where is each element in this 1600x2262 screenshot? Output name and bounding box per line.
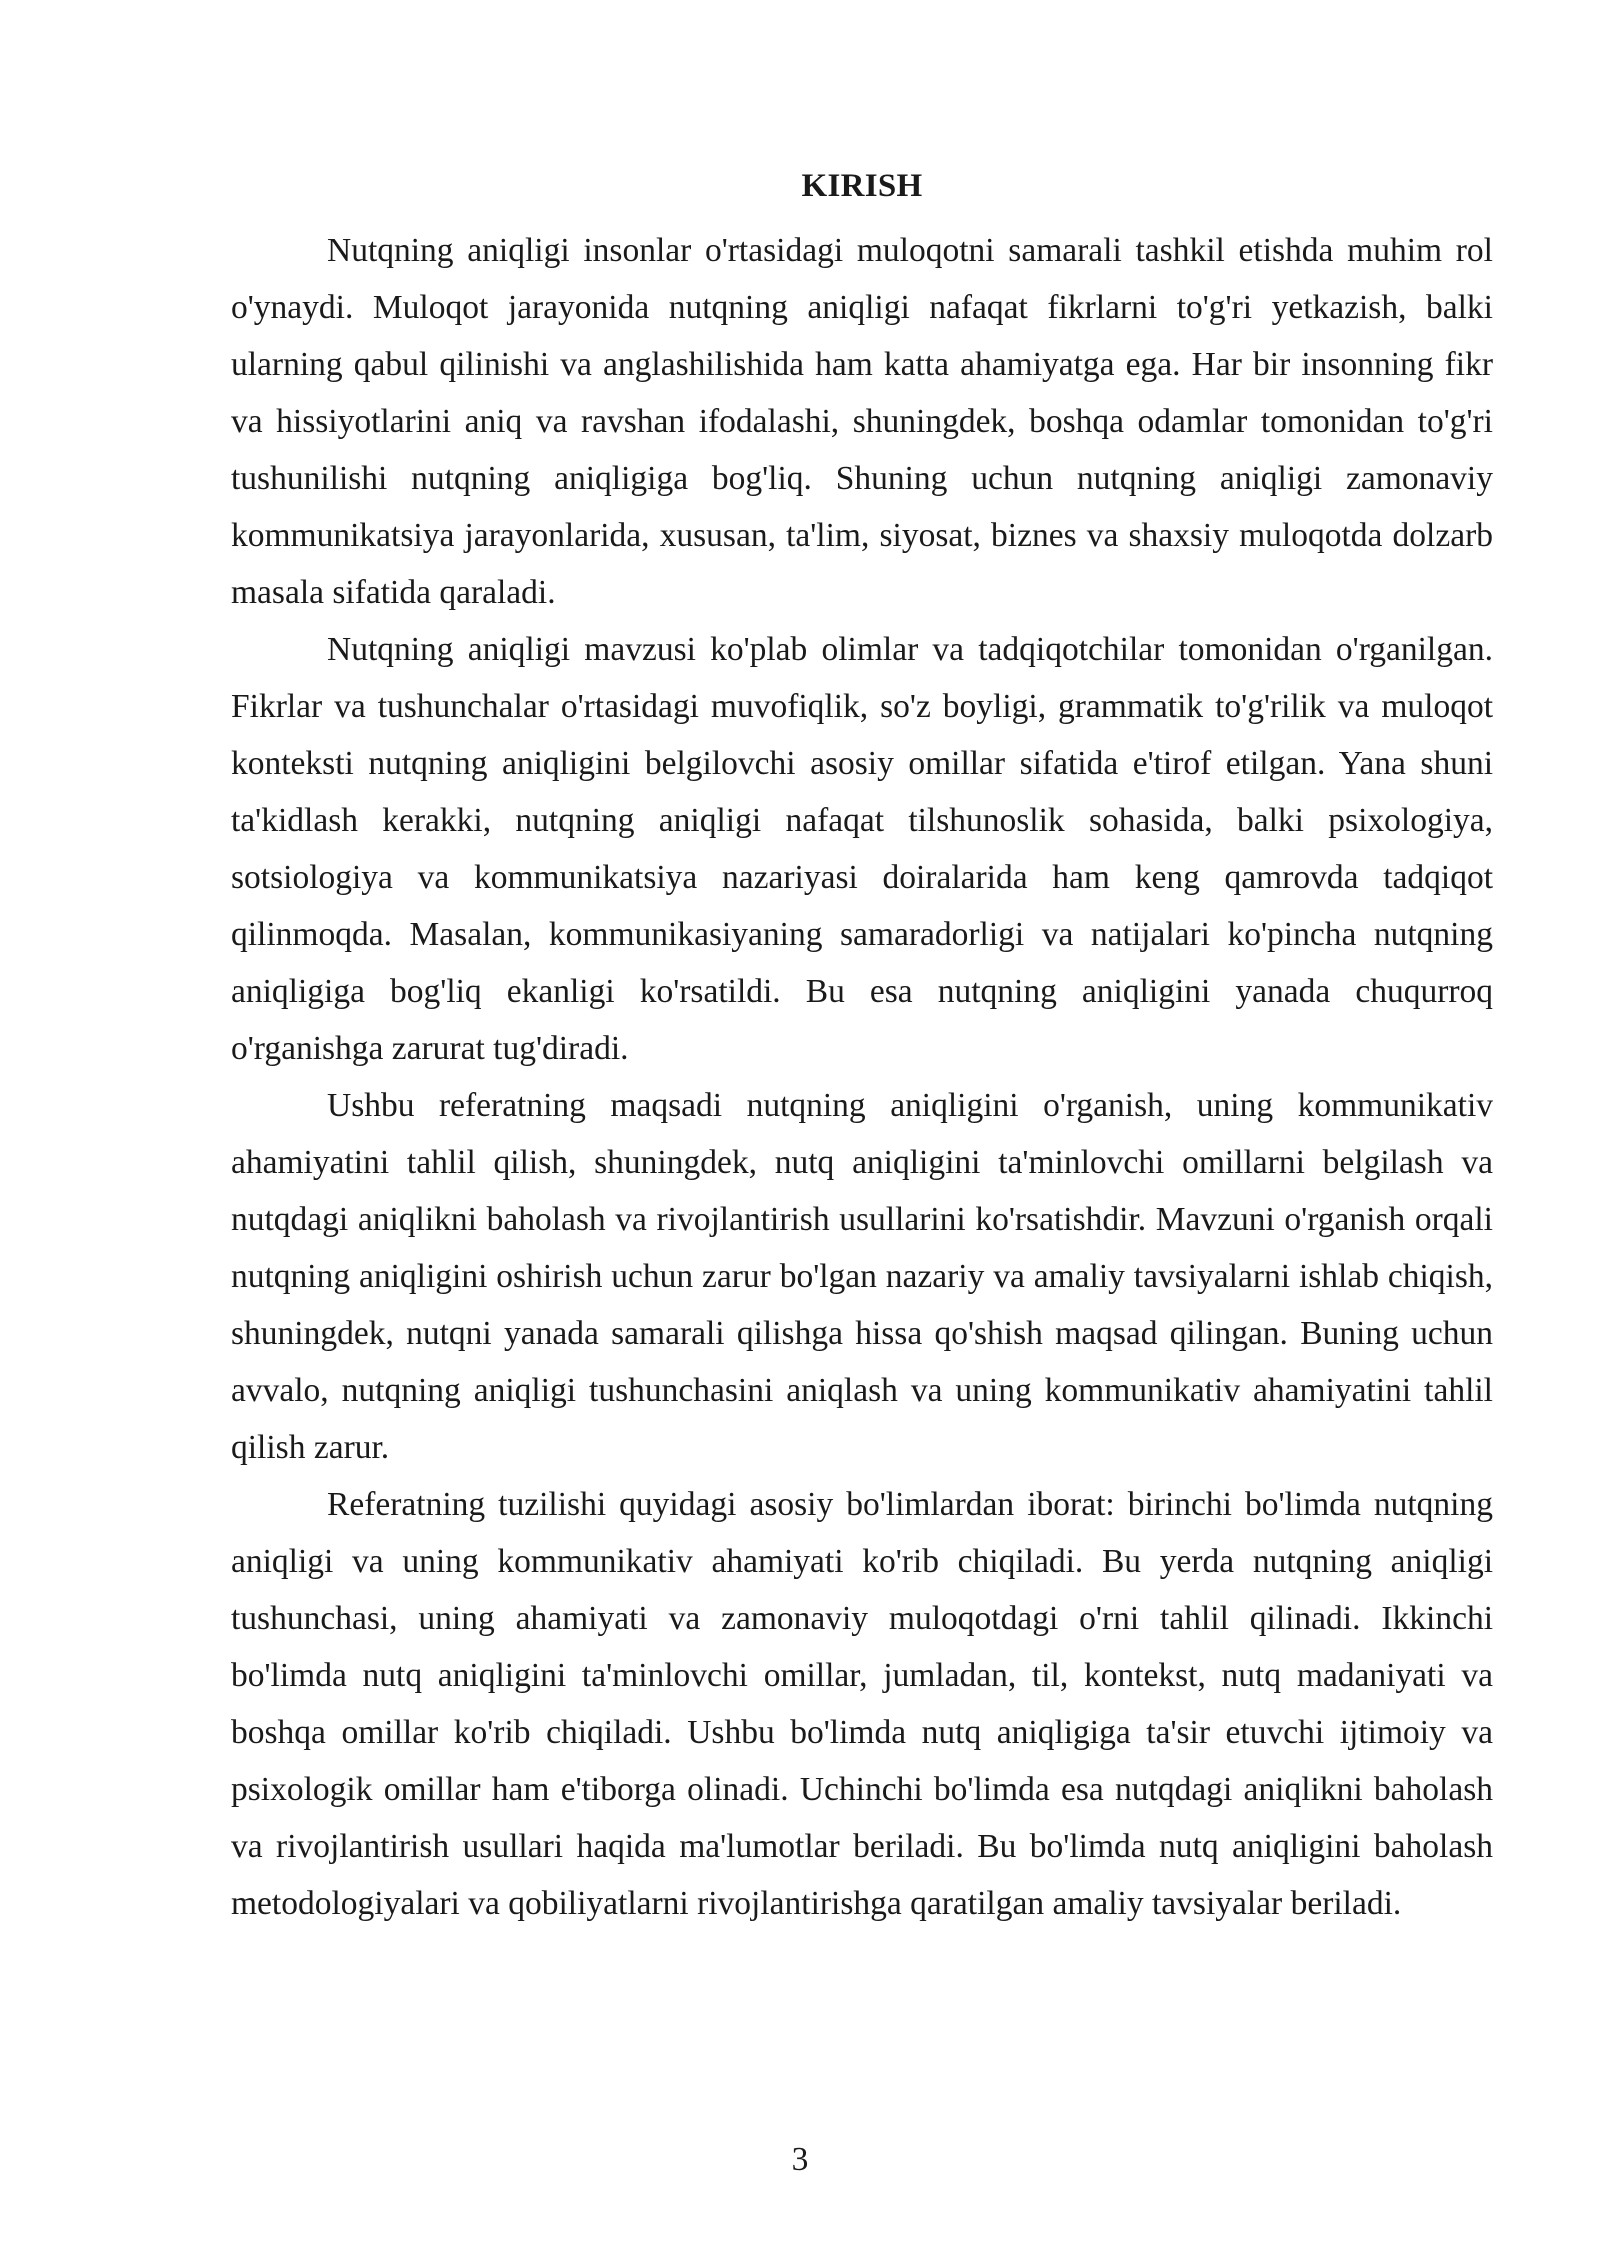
page-number: 3 xyxy=(791,2141,809,2178)
page-content xyxy=(231,164,1493,1932)
paragraph-structure: Referatning tuzilishi quyidagi asosiy bo'limlardan iborat: birinchi bo'limda nutqning aniqligi va uning kommunikativ ahamiyati ko'rib chiqiladi. Bu yerda nutqning aniqligi tushunchasi, uning ahamiyati va zamonaviy muloqotdagi o'rni tahlil qilinadi. Ikkinchi bo'limda nutq aniqligini ta'minlovchi omillar, jumladan, til, kontekst, nutq madaniyati va boshqa omillar ko'rib chiqiladi. Ushbu bo'limda nutq aniqligiga ta'sir etuvchi ijtimoiy va psixologik omillar ham e'tiborga olinadi. Uchinchi bo'limda esa nutqdagi aniqlikni baholash va rivojlantirish usullari haqida ma'lumotlar beriladi. Bu bo'limda nutq aniqligini baholash metodologiyalari va qobiliyatlarni rivojlantirishga qaratilgan amaliy tavsiyalar beriladi. xyxy=(231,1486,1493,1922)
section-title: KIRISH xyxy=(801,168,923,204)
paragraph-research: Nutqning aniqligi mavzusi ko'plab olimlar va tadqiqotchilar tomonidan o'rganilgan. Fikrlar va tushunchalar o'rtasidagi muvofiqlik, so'z boyligi, grammatik to'g'rilik va muloqot konteksti nutqning aniqligini belgilovchi asosiy omillar sifatida e'tirof etilgan. Yana shuni ta'kidlash kerakki, nutqning aniqligi nafaqat tilshunoslik sohasida, balki psixologiya, sotsiologiya va kommunikatsiya nazariyasi doiralarida ham keng qamrovda tadqiqot qilinmoqda. Masalan, kommunikasiyaning samaradorligi va natijalari ko'pincha nutqning aniqligiga bog'liq ekanligi ko'rsatildi. Bu esa nutqning aniqligini yanada chuqurroq o'rganishga zarurat tug'diradi. xyxy=(231,631,1493,1067)
paragraph-purpose: Ushbu referatning maqsadi nutqning aniqligini o'rganish, uning kommunikativ ahamiyatini tahlil qilish, shuningdek, nutq aniqligini ta'minlovchi omillarni belgilash va nutqdagi aniqlikni baholash va rivojlantirish usullarini ko'rsatishdir. Mavzuni o'rganish orqali nutqning aniqligini oshirish uchun zarur bo'lgan nazariy va amaliy tavsiyalarni ishlab chiqish, shuningdek, nutqni yanada samarali qilishga hissa qo'shish maqsad qilingan. Buning uchun avvalo, nutqning aniqligi tushunchasini aniqlash va uning kommunikativ ahamiyatini tahlil qilish zarur. xyxy=(231,1087,1493,1466)
paragraph-intro: Nutqning aniqligi insonlar o'rtasidagi muloqotni samarali tashkil etishda muhim rol o'ynaydi. Muloqot jarayonida nutqning aniqligi nafaqat fikrlarni to'g'ri yetkazish, balki ularning qabul qilinishi va anglashilishida ham katta ahamiyatga ega. Har bir insonning fikr va hissiyotlarini aniq va ravshan ifodalashi, shuningdek, boshqa odamlar tomonidan to'g'ri tushunilishi nutqning aniqligiga bog'liq. Shuning uchun nutqning aniqligi zamonaviy kommunikatsiya jarayonlarida, xususan, ta'lim, siyosat, biznes va shaxsiy muloqotda dolzarb masala sifatida qaraladi. xyxy=(231,232,1493,611)
